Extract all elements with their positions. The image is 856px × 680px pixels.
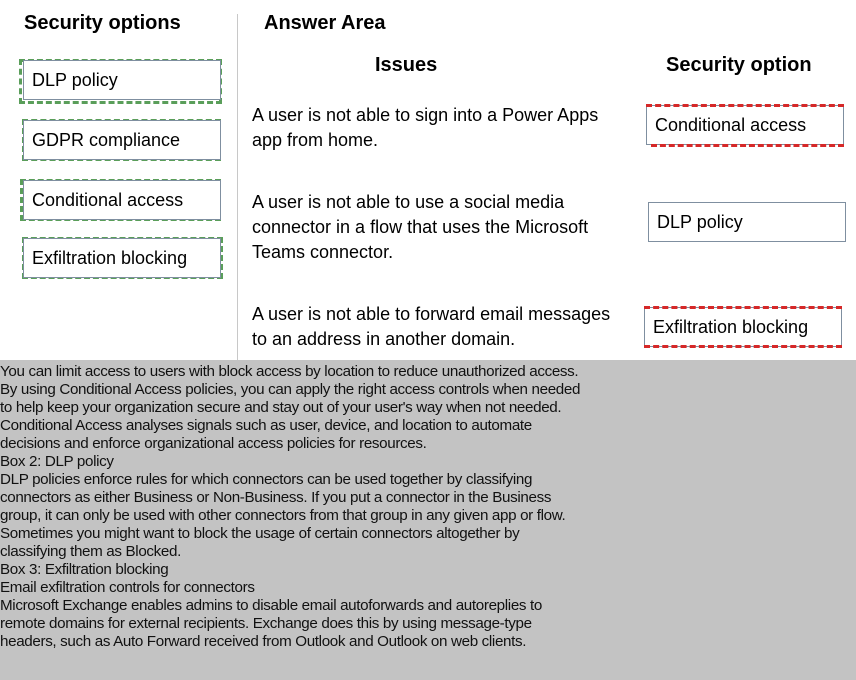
explanation-line: Sometimes you might want to block the usage of certain connectors altogether by <box>0 525 520 542</box>
option-label: Conditional access <box>32 190 184 210</box>
explanation-line: decisions and enforce organizational access policies for resources. <box>0 435 427 452</box>
issue-text-line: Teams connector. <box>252 242 394 262</box>
answer-dashed-bottom <box>651 144 844 147</box>
issue-row-3 <box>252 302 637 352</box>
answer-dashed-top <box>644 306 842 309</box>
option-label: Exfiltration blocking <box>32 248 188 268</box>
explanation-line: to help keep your organization secure and stay out of your user's way when not needed. <box>0 399 562 416</box>
option-label: GDPR compliance <box>32 130 181 150</box>
security-option-header: Security option <box>666 54 812 76</box>
issue-text-line: A user is not able to use a social media <box>252 192 565 212</box>
explanation-line: Microsoft Exchange enables admins to disable email autoforwards and autoreplies to <box>0 597 542 614</box>
explanation-line: headers, such as Auto Forward received from Outlook and Outlook on web clients. <box>0 633 527 650</box>
explanation-line: Email exfiltration controls for connectors <box>0 579 255 596</box>
security-options-title: Security options <box>24 12 181 34</box>
issue-row-2 <box>252 190 637 265</box>
explanation-panel <box>0 360 856 680</box>
explanation-line: Box 3: Exfiltration blocking <box>0 561 169 578</box>
issue-text-line: app from home. <box>252 130 379 150</box>
explanation-line: group, it can only be used with other connectors from that group in any given app or flow. <box>0 507 566 524</box>
explanation-line: remote domains for external recipients. Exchange does this by using message-type <box>0 615 532 632</box>
answer-dashed-top <box>646 104 844 107</box>
explanation-line: Conditional Access analyses signals such as user, device, and location to automate <box>0 417 532 434</box>
option-label: DLP policy <box>32 70 118 90</box>
explanation-line: By using Conditional Access policies, you can apply the right access controls when needed <box>0 381 581 398</box>
issue-row-1 <box>252 103 637 153</box>
answer-label: Exfiltration blocking <box>653 317 809 337</box>
answer-dashed-bottom <box>644 345 842 348</box>
explanation-text <box>0 363 640 651</box>
answer-label: Conditional access <box>655 115 807 135</box>
issue-text-line: to an address in another domain. <box>252 329 516 349</box>
issue-text-line: A user is not able to sign into a Power Apps <box>252 105 599 125</box>
explanation-line: Box 2: DLP policy <box>0 453 114 470</box>
explanation-line: You can limit access to users with block access by location to reduce unauthorized access. <box>0 363 579 380</box>
explanation-line: DLP policies enforce rules for which connectors can be used together by classifying <box>0 471 533 488</box>
issues-header: Issues <box>375 54 438 76</box>
answer-area-title: Answer Area <box>264 12 386 34</box>
panel-divider <box>237 14 238 360</box>
issue-text-line: A user is not able to forward email messages <box>252 304 611 324</box>
explanation-line: connectors as either Business or Non-Business. If you put a connector in the Business <box>0 489 552 506</box>
answer-label: DLP policy <box>657 212 743 232</box>
explanation-line: classifying them as Blocked. <box>0 543 181 560</box>
issue-text-line: connector in a flow that uses the Microsoft <box>252 217 589 237</box>
